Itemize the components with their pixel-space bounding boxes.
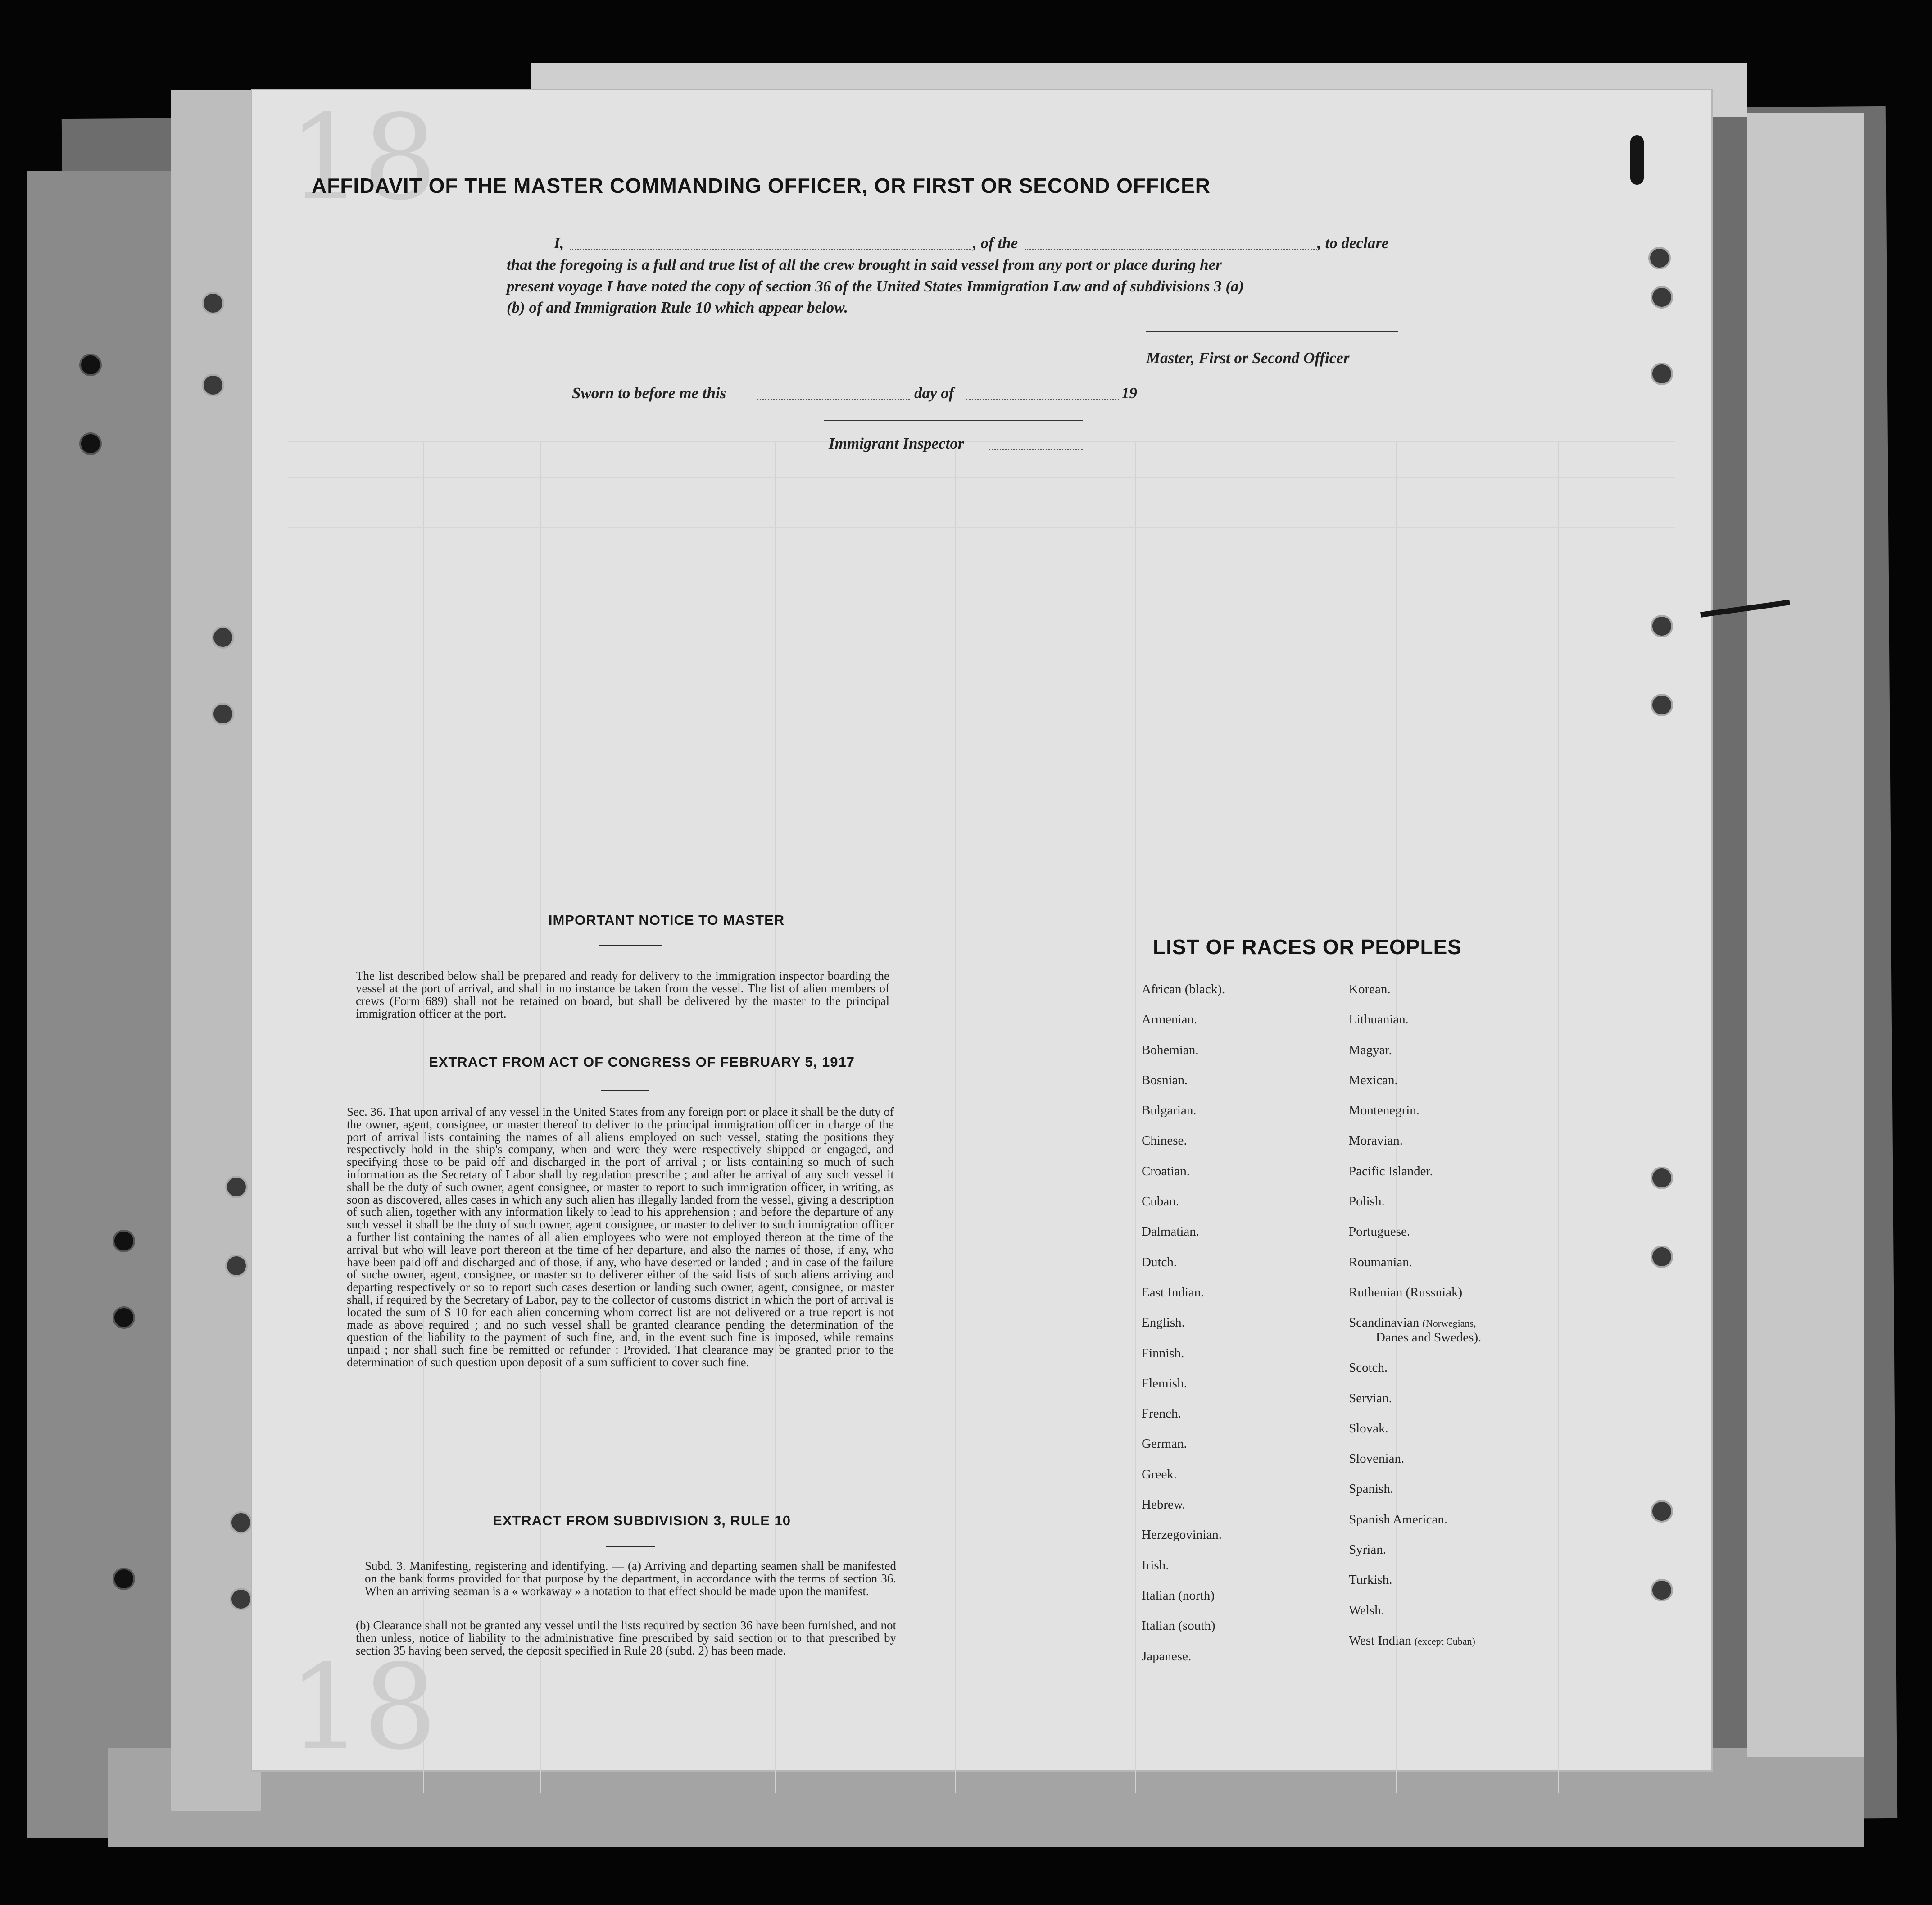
- race-item: Welsh.: [1349, 1603, 1385, 1618]
- race-item: Italian (south): [1142, 1619, 1215, 1633]
- race-item: Turkish.: [1349, 1573, 1392, 1587]
- race-item: Roumanian.: [1349, 1255, 1412, 1269]
- race-item: Magyar.: [1349, 1042, 1392, 1057]
- race-item: Hebrew.: [1142, 1497, 1186, 1512]
- race-item: Ruthenian (Russniak): [1349, 1285, 1463, 1300]
- inspector-label: Immigrant Inspector: [829, 435, 964, 452]
- race-item: English.: [1142, 1315, 1185, 1330]
- race-item: Pacific Islander.: [1349, 1164, 1433, 1178]
- race-note: Danes and Swedes).: [1376, 1330, 1482, 1345]
- punch-hole: [1651, 363, 1673, 385]
- page-number-ghost: 18: [288, 90, 437, 226]
- punch-hole: [1651, 1246, 1673, 1268]
- year-label: 19: [1121, 384, 1137, 402]
- punch-hole: [230, 1511, 252, 1534]
- race-item: Scotch.: [1349, 1360, 1388, 1375]
- race-item: Croatian.: [1142, 1164, 1190, 1178]
- races-column-1: [1142, 982, 1225, 1679]
- sworn-month-blank: [966, 399, 1119, 400]
- race-item: Bosnian.: [1142, 1073, 1188, 1087]
- punch-hole: [1651, 615, 1673, 637]
- act-heading: EXTRACT FROM ACT OF CONGRESS OF FEBRUARY 5, 1917: [429, 1054, 855, 1070]
- punch-hole: [1651, 1167, 1673, 1189]
- punch-hole: [1651, 694, 1673, 716]
- punch-hole: [79, 432, 102, 455]
- punch-hole: [113, 1306, 135, 1329]
- sworn-day-blank: [757, 399, 910, 400]
- ghost-row: [288, 441, 1675, 442]
- pen-mark: [1630, 135, 1644, 185]
- background-sheet-right: [1747, 113, 1864, 1757]
- punch-hole: [202, 374, 224, 396]
- race-item: Spanish American.: [1349, 1512, 1448, 1527]
- punch-hole: [202, 292, 224, 314]
- punch-hole: [1651, 1500, 1673, 1523]
- race-item: Syrian.: [1349, 1542, 1386, 1557]
- race-item: Scandinavian: [1349, 1315, 1420, 1330]
- affidavit-line3: present voyage I have noted the copy of section 36 of the United States Immigration Law and of subdivisions 3 (a): [507, 277, 1244, 295]
- race-item: Cuban.: [1142, 1194, 1179, 1209]
- race-item: Polish.: [1349, 1194, 1385, 1209]
- punch-hole: [1651, 1579, 1673, 1601]
- punch-hole: [113, 1568, 135, 1590]
- notice-text: The list described below shall be prepared and ready for delivery to the immigration inspector boarding the vessel at the port of arrival, and shall in no instance be taken from the vessel. The list of alien members of crews (Form 689) shall not be retained on board, but shall be delivered by the master to the principal immigration officer at the port.: [356, 969, 889, 1020]
- race-item-west-indian: [1349, 1633, 1481, 1664]
- race-item: Bohemian.: [1142, 1042, 1199, 1057]
- race-item: German.: [1142, 1437, 1187, 1451]
- race-item: Spanish.: [1349, 1482, 1394, 1496]
- race-item: Italian (north): [1142, 1588, 1215, 1603]
- notice-heading: IMPORTANT NOTICE TO MASTER: [548, 912, 785, 928]
- punch-hole: [225, 1255, 248, 1277]
- race-item: East Indian.: [1142, 1285, 1204, 1300]
- race-item: Greek.: [1142, 1467, 1177, 1482]
- master-label: Master, First or Second Officer: [1146, 349, 1350, 367]
- ghost-column: [1135, 441, 1136, 1793]
- race-item: Slovak.: [1349, 1421, 1388, 1436]
- rule-text-a: Subd. 3. Manifesting, registering and identifying. — (a) Arriving and departing seamen shall be manifested on the bank forms provided for that purpose by the department, in accordance with the terms of section 36. When an arriving seaman is a « workaway » a notation to that effect should be made upon the manifest.: [365, 1559, 896, 1598]
- act-text: Sec. 36. That upon arrival of any vessel in the United States from any foreign port or place it shall be the duty of the owner, agent, consignee, or master thereof to deliver to the principal immigration officer in charge of the port of arrival lists containing the names of all aliens employed on such vessel, stating the positions they respectively hold in the ship's company, when and were they were respectively shipped or engaged, and specifying those to be paid off and discharged in the port of arrival ; or lists containing so much of such information as the Secretary of Labor shall by regulation prescribe ; and after he arrival of any such vessel it shall be the duty of such owner, agent consignee, or master to report to such immigration officer, in writing, as soon as discovered, alles cases in which any such alien has illegally landed from the vessel, giving a description of such alien, together with any information likely to lead to his apprehension ; and before the departure of any such vessel it shall be the duty of such owner, agent consignee, or master to deliver to such immigration officer a further list containing the names of all alien employees who were not employed thereon at the time of the arrival but who will leave port thereon at the time of her departure, and also the names of those, if any, who have been paid off and discharged and of those, if any, who have deserted or landed ; and in case of the failure of suche owner, agent, consignee, or master so to deliverer either of the said lists of such aliens arriving and departing respectively or so to report such cases desertion or landing such owner, agent, consignee, or master shall, if required by the Secretary of Labor, pay to the collector of customs district in which the port of arrival is located the sum of $ 10 for each alien concerning whom correct list are not delivered or a true report is not made as above required ; and no such vessel shall be granted clearance pending the determination of the question of the liability to the payment of such fine, and, in the event such fine is imposed, while remains unpaid ; nor shall such fine be remitted or refunder : Provided. That clearance may be granted prior to the determination of such question upon deposit of a sum sufficient to cover such fine.: [347, 1105, 894, 1369]
- race-item: Montenegrin.: [1349, 1103, 1420, 1118]
- sworn-label: Sworn to before me this: [572, 384, 726, 402]
- races-column-2: [1349, 982, 1481, 1664]
- race-item: Armenian.: [1142, 1012, 1197, 1027]
- ghost-row: [288, 527, 1675, 528]
- race-item: Japanese.: [1142, 1649, 1192, 1664]
- race-item: Dutch.: [1142, 1255, 1177, 1269]
- race-item: Finnish.: [1142, 1346, 1184, 1360]
- affidavit-i: I,: [554, 234, 564, 252]
- race-item: Mexican.: [1349, 1073, 1398, 1087]
- vessel-blank: [1025, 249, 1317, 250]
- race-note: (except Cuban): [1414, 1635, 1475, 1647]
- inspector-signature-line: [824, 420, 1083, 421]
- race-item: Dalmatian.: [1142, 1224, 1200, 1239]
- race-item: French.: [1142, 1406, 1181, 1421]
- punch-hole: [1651, 286, 1673, 309]
- affidavit-title: AFFIDAVIT OF THE MASTER COMMANDING OFFICER, OR FIRST OR SECOND OFFICER: [312, 174, 1211, 197]
- divider: [599, 945, 662, 946]
- punch-hole: [225, 1176, 248, 1198]
- ghost-row: [288, 477, 1675, 478]
- race-item: Irish.: [1142, 1558, 1169, 1573]
- race-item: Bulgarian.: [1142, 1103, 1197, 1118]
- rule-text-b: (b) Clearance shall not be granted any vessel until the lists required by section 36 have been furnished, and not then unless, notice of liability to the administrative fine prescribed by said section or to that prescribed by section 35 having been served, the deposit specified in Rule 28 (subd. 2) has been made.: [356, 1619, 896, 1657]
- race-item: Korean.: [1349, 982, 1391, 996]
- race-item: Servian.: [1349, 1391, 1392, 1405]
- ghost-column: [1558, 441, 1559, 1793]
- divider: [601, 1090, 649, 1091]
- affidavit-line4: (b) of and Immigration Rule 10 which appear below.: [507, 299, 848, 316]
- day-of-label: day of: [914, 384, 954, 402]
- punch-hole: [113, 1230, 135, 1252]
- race-item: Chinese.: [1142, 1133, 1187, 1148]
- ghost-column: [955, 441, 956, 1793]
- race-item: Portuguese.: [1349, 1224, 1410, 1239]
- divider: [606, 1546, 655, 1547]
- punch-hole: [212, 626, 234, 649]
- affidavit-line2: that the foregoing is a full and true list of all the crew brought in said vessel from any port or place during her: [507, 256, 1222, 273]
- page-number-ghost: 18: [288, 1640, 437, 1776]
- races-heading: LIST OF RACES OR PEOPLES: [1153, 935, 1462, 959]
- inspector-blank: [989, 449, 1083, 450]
- punch-hole: [212, 703, 234, 725]
- race-item: Slovenian.: [1349, 1451, 1405, 1466]
- race-note: (Norwegians,: [1422, 1318, 1476, 1329]
- race-item-scandinavian: [1349, 1315, 1481, 1360]
- affidavit-to-declare: , to declare: [1317, 234, 1389, 252]
- race-item: African (black).: [1142, 982, 1225, 996]
- punch-hole: [79, 354, 102, 376]
- punch-hole: [230, 1588, 252, 1610]
- race-item: Lithuanian.: [1349, 1012, 1409, 1027]
- punch-hole: [1648, 247, 1671, 269]
- affidavit-of-the: , of the: [973, 234, 1018, 252]
- race-item: Flemish.: [1142, 1376, 1187, 1391]
- race-item: Moravian.: [1349, 1133, 1403, 1148]
- race-item: Herzegovinian.: [1142, 1528, 1222, 1542]
- master-signature-line: [1146, 331, 1398, 332]
- rule-heading: EXTRACT FROM SUBDIVISION 3, RULE 10: [493, 1513, 791, 1528]
- name-blank: [570, 249, 971, 250]
- race-item: West Indian: [1349, 1633, 1411, 1648]
- left-margin-strip: [171, 90, 261, 1811]
